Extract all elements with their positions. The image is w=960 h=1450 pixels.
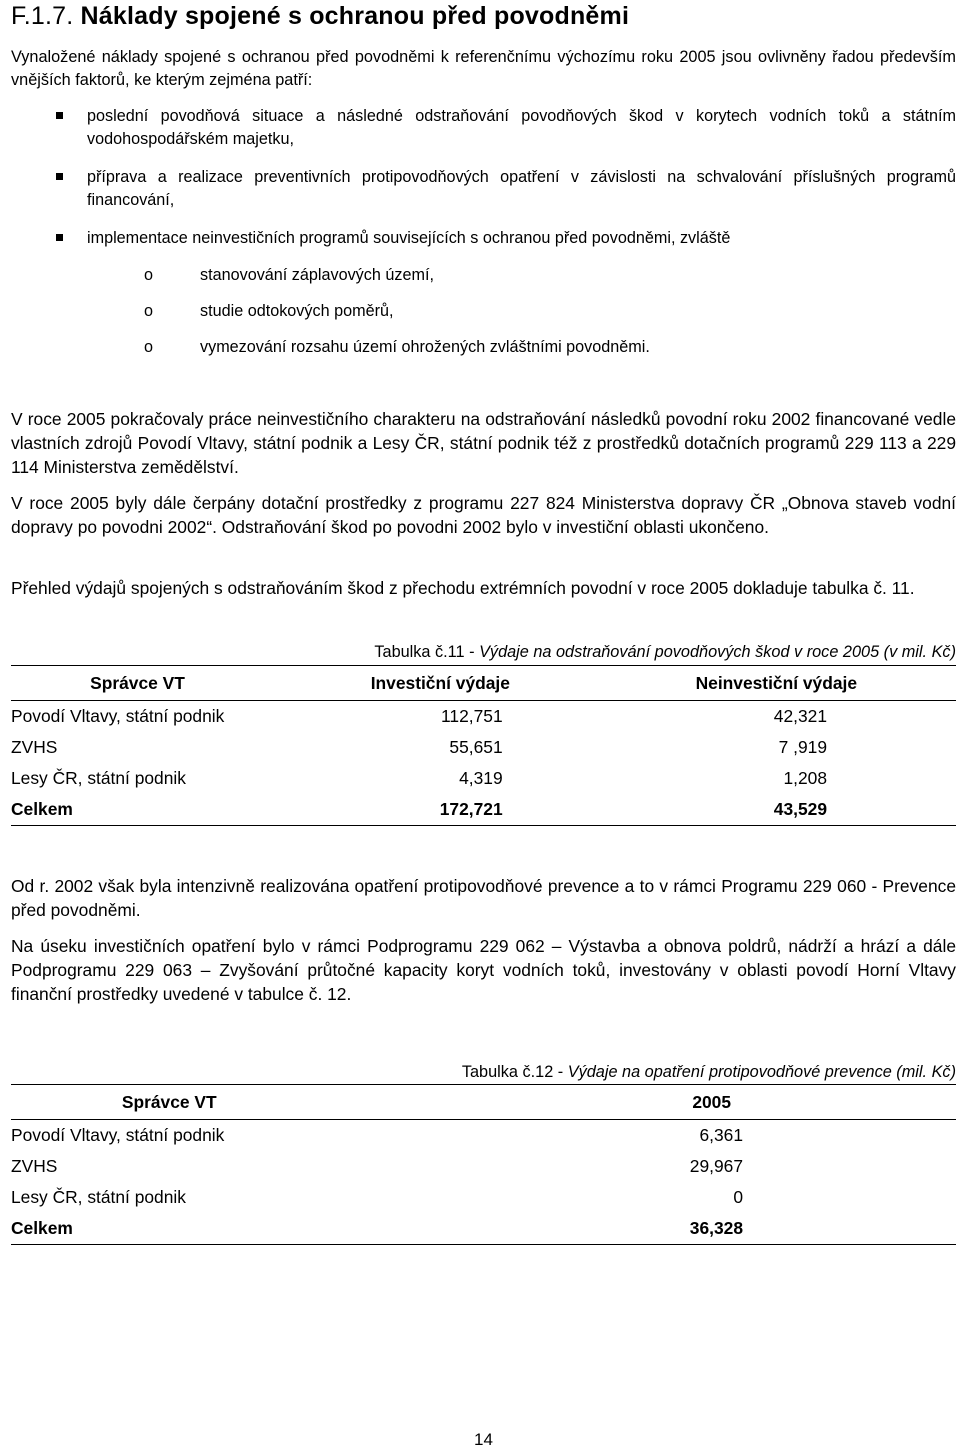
- bullet-square-icon: [56, 234, 63, 241]
- table-cell: Povodí Vltavy, státní podnik: [11, 706, 225, 726]
- column-header: 2005: [692, 1091, 731, 1112]
- table-cell: 43,529: [773, 799, 827, 819]
- sub-item-text: studie odtokových poměrů,: [200, 302, 394, 320]
- table-row: [11, 1120, 956, 1152]
- table-header-row: [11, 1085, 956, 1120]
- section-number: F.1.7.: [11, 2, 74, 30]
- table-cell: Lesy ČR, státní podnik: [11, 1187, 186, 1207]
- table-header-row: [11, 666, 956, 701]
- circle-bullet-icon: o: [144, 302, 154, 320]
- bullet-text: příprava a realizace preventivních protipovodňových opatření v závislosti na schvalování příslušných programů financování,: [87, 168, 956, 209]
- bullet-text: poslední povodňová situace a následné odstraňování povodňových škod v korytech vodních toků a státním vodohospodářském majetku,: [87, 107, 956, 148]
- sub-item-text: stanovování záplavových území,: [200, 266, 434, 284]
- paragraph: Na úseku investičních opatření bylo v rámci Podprogramu 229 062 – Výstavba a obnova poldrů, nádrží a hrází a dále Podprogramu 229 063 – Zvyšování průtočné kapacity koryt vodních toků, investovány v oblasti povodí Horní Vltavy finanční prostředky uvedené v tabulce č. 12.: [11, 936, 956, 1004]
- bullet-text: implementace neinvestičních programů souvisejících s ochranou před povodněmi, zvláště: [87, 229, 731, 247]
- column-header: Správce VT: [90, 672, 185, 693]
- paragraph: Přehled výdajů spojených s odstraňováním škod z přechodu extrémních povodní v roce 2005 dokladuje tabulka č. 11.: [11, 578, 915, 598]
- column-header: Neinvestiční výdaje: [695, 672, 858, 693]
- table-cell: 4,319: [459, 768, 503, 788]
- table-cell: 42,321: [773, 706, 827, 726]
- page-number: 14: [474, 1430, 493, 1449]
- table-12: [11, 1084, 956, 1245]
- caption-text: Výdaje na odstraňování povodňových škod v roce 2005 (v mil. Kč): [479, 643, 956, 661]
- intro-paragraph: Vynaložené náklady spojené s ochranou před povodněmi k referenčnímu výchozímu roku 2005 jsou ovlivněny řadou především vnějších faktorů, ke kterým zejména patří:: [11, 48, 956, 89]
- table-cell: 36,328: [689, 1218, 743, 1238]
- table-cell: 6,361: [699, 1125, 743, 1145]
- table-cell: Celkem: [11, 799, 73, 819]
- circle-bullet-icon: o: [144, 338, 154, 356]
- table-cell: 0: [733, 1187, 743, 1207]
- caption-prefix: Tabulka č.12 -: [461, 1063, 568, 1081]
- table-total-row: [11, 1213, 956, 1245]
- circle-bullet-icon: o: [144, 266, 154, 284]
- table-11: [11, 665, 956, 826]
- table-row: [11, 701, 956, 733]
- caption-prefix: Tabulka č.11 -: [374, 643, 480, 661]
- table12-caption: [462, 1062, 956, 1082]
- table-cell: Povodí Vltavy, státní podnik: [11, 1125, 225, 1145]
- column-header: Investiční výdaje: [370, 672, 510, 693]
- section-title: Náklady spojené s ochranou před povodněmi: [80, 2, 630, 30]
- table-row: [11, 1182, 956, 1213]
- table-cell: ZVHS: [11, 737, 58, 757]
- table-row: [11, 732, 956, 763]
- table-row: [11, 763, 956, 794]
- caption-text: Výdaje na opatření protipovodňové prevence (mil. Kč): [567, 1063, 956, 1081]
- section-heading: [11, 2, 629, 31]
- bullet-square-icon: [56, 173, 63, 180]
- table-total-row: [11, 794, 956, 826]
- table-cell: 172,721: [439, 799, 503, 819]
- table-cell: 1,208: [783, 768, 827, 788]
- paragraph: V roce 2005 pokračovaly práce neinvestičního charakteru na odstraňování následků povodní roku 2002 financované vedle vlastních zdrojů Povodí Vltavy, státní podnik a Lesy ČR, státní podnik též z prostředků dotačních programů 229 113 a 229 114 Ministerstva zemědělství.: [11, 409, 956, 477]
- paragraph: Od r. 2002 však byla intenzivně realizována opatření protipovodňové prevence a to v rámci Programu 229 060 - Prevence před povodněmi.: [11, 876, 956, 920]
- paragraph: V roce 2005 byly dále čerpány dotační prostředky z programu 227 824 Ministerstva dopravy ČR „Obnova staveb vodní dopravy po povodni 2002“. Odstraňování škod po povodni 2002 bylo v investiční oblasti ukončeno.: [11, 493, 956, 537]
- table-cell: Celkem: [11, 1218, 73, 1238]
- table-cell: Lesy ČR, státní podnik: [11, 768, 186, 788]
- table11-caption: [374, 642, 956, 662]
- table-cell: 29,967: [689, 1156, 743, 1176]
- table-cell: 55,651: [449, 737, 503, 757]
- sub-item-text: vymezování rozsahu území ohrožených zvláštními povodněmi.: [200, 338, 650, 356]
- table-cell: 7 ,919: [778, 737, 827, 757]
- table-cell: 112,751: [441, 706, 503, 726]
- column-header: Správce VT: [121, 1091, 217, 1112]
- table-cell: ZVHS: [11, 1156, 58, 1176]
- bullet-square-icon: [56, 112, 63, 119]
- table-row: [11, 1151, 956, 1182]
